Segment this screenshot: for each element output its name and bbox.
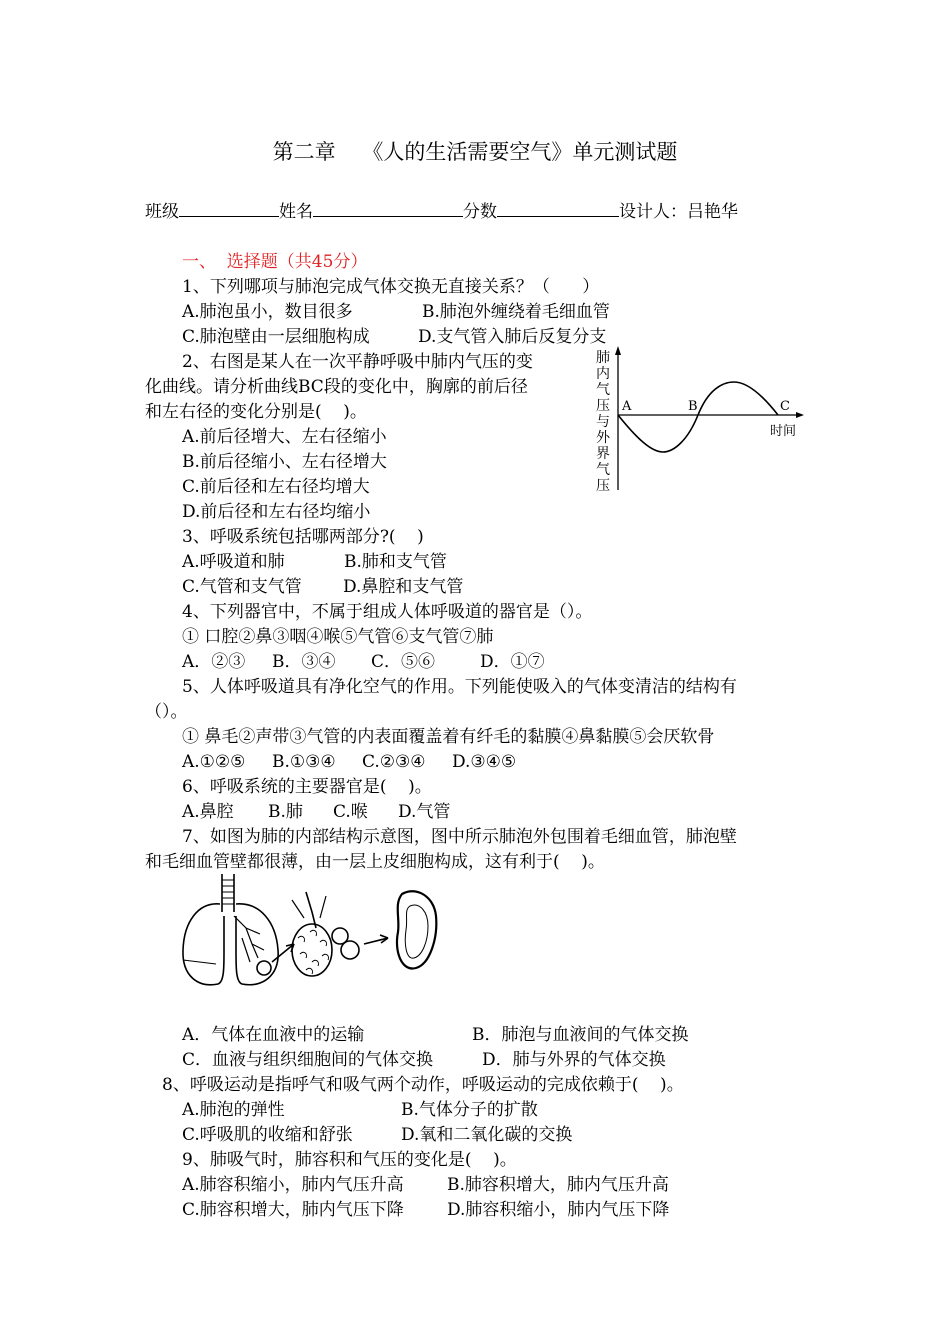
point-c-label: C — [780, 399, 790, 414]
q1-option-a: A.肺泡虽小，数目很多 — [182, 302, 353, 322]
q4-option-d: D．①⑦ — [480, 652, 545, 672]
q8-option-c: C.呼吸肌的收缩和舒张 — [182, 1125, 353, 1145]
y-label-char: 与 — [596, 414, 610, 430]
q7-stem-line1: 7、如图为肺的内部结构示意图，图中所示肺泡外包围着毛细血管，肺泡壁 — [182, 827, 737, 847]
zoom-arrow-1 — [272, 944, 294, 962]
q5-stem-line1: 5、人体呼吸道具有净化空气的作用。下列能使吸入的气体变清洁的结构有 — [182, 677, 737, 697]
bronchial-tree — [234, 916, 264, 962]
q1-option-b: B.肺泡外缠绕着毛细血管 — [422, 302, 610, 322]
q5-option-b: B.①③④ — [272, 752, 336, 772]
q7-option-b: B．肺泡与血液间的气体交换 — [472, 1025, 689, 1045]
student-info-row — [145, 200, 738, 224]
y-label-char: 外 — [596, 430, 610, 446]
q4-option-a: A．②③ — [182, 652, 246, 672]
left-lung-fissure — [183, 960, 216, 964]
pressure-curve — [618, 382, 778, 452]
y-label-char: 肺 — [596, 350, 610, 366]
page-title: 第二章 《人的生活需要空气》单元测试题 — [272, 140, 678, 164]
q3-option-b: B.肺和支气管 — [344, 552, 447, 572]
q4-items: ① 口腔②鼻③咽④喉⑤气管⑥支气管⑦肺 — [182, 627, 494, 647]
q3-option-c: C.气管和支气管 — [182, 577, 302, 597]
q6-option-c: C.喉 — [333, 802, 368, 822]
q2-stem-line1: 2、右图是某人在一次平静呼吸中肺内气压的变 — [182, 352, 533, 372]
y-axis-arrow — [615, 346, 621, 355]
section-heading: 一、 选择题（共45分） — [182, 252, 368, 272]
q4-option-c: C．⑤⑥ — [371, 652, 436, 672]
alveolus-marker — [257, 961, 271, 975]
score-label: 分数 — [463, 202, 497, 222]
q7-stem-line2: 和毛细血管壁都很薄，由一层上皮细胞构成，这有利于( )。 — [145, 852, 605, 872]
left-lung — [183, 904, 224, 985]
trachea-rings — [222, 880, 234, 904]
q2-option-a: A.前后径增大、左右径缩小 — [182, 427, 387, 447]
q5-option-a: A.①②⑤ — [182, 752, 246, 772]
y-label-char: 气 — [596, 382, 610, 398]
q2-option-c: C.前后径和左右径均增大 — [182, 477, 370, 497]
q8-option-a: A.肺泡的弹性 — [182, 1100, 285, 1120]
q5-stem-line2: （）。 — [145, 702, 188, 722]
bronchiole — [306, 892, 316, 928]
q6-stem: 6、呼吸系统的主要器官是( )。 — [182, 777, 432, 797]
q7-option-c: C．血液与组织细胞间的气体交换 — [182, 1050, 434, 1070]
q4-option-b: B．③④ — [272, 652, 336, 672]
q3-option-a: A.呼吸道和肺 — [182, 552, 285, 572]
q9-option-d: D.肺容积缩小，肺内气压下降 — [447, 1200, 670, 1220]
alveolus-cavity — [405, 905, 428, 958]
q2-stem-line3: 和左右径的变化分别是( )。 — [145, 402, 367, 422]
q3-stem: 3、呼吸系统包括哪两部分?( ) — [182, 527, 424, 547]
q7-option-a: A．气体在血液中的运输 — [182, 1025, 365, 1045]
q5-option-d: D.③④⑤ — [452, 752, 517, 772]
name-blank — [313, 202, 463, 217]
x-axis-arrow — [796, 412, 804, 418]
alveolar-sac — [292, 924, 332, 976]
y-label-char: 内 — [596, 366, 610, 382]
q9-option-b: B.肺容积增大，肺内气压升高 — [447, 1175, 669, 1195]
q3-option-d: D.鼻腔和支气管 — [343, 577, 464, 597]
y-label-char: 压 — [596, 398, 610, 414]
capillary-network — [298, 930, 329, 974]
q2-stem-line2: 化曲线。请分析曲线BC段的变化中，胸廓的前后径 — [145, 377, 528, 397]
q6-option-a: A.鼻腔 — [182, 802, 234, 822]
right-lung — [236, 904, 278, 985]
q7-option-d: D．肺与外界的气体交换 — [482, 1050, 666, 1070]
x-axis-label: 时间 — [770, 424, 797, 439]
q1-option-c: C.肺泡壁由一层细胞构成 — [182, 327, 370, 347]
q2-option-b: B.前后径缩小、左右径增大 — [182, 452, 387, 472]
q6-option-b: B.肺 — [268, 802, 303, 822]
y-label-char: 气 — [596, 462, 610, 478]
q5-option-c: C.②③④ — [362, 752, 426, 772]
class-label: 班级 — [145, 202, 179, 222]
q4-stem: 4、下列器官中，不属于组成人体呼吸道的器官是（）。 — [182, 602, 593, 622]
q8-option-d: D.氧和二氧化碳的交换 — [401, 1125, 573, 1145]
q9-option-c: C.肺容积增大，肺内气压下降 — [182, 1200, 404, 1220]
y-label-char: 压 — [596, 478, 610, 494]
q8-stem: 8、呼吸运动是指呼气和吸气两个动作，呼吸运动的完成依赖于( )。 — [162, 1075, 684, 1095]
q1-option-d: D.支气管入肺后反复分支 — [418, 327, 607, 347]
score-blank — [497, 202, 619, 217]
designer-text: 设计人：吕艳华 — [619, 202, 738, 222]
q9-stem: 9、肺吸气时，肺容积和气压的变化是( )。 — [182, 1150, 517, 1170]
alveolus-bubble — [341, 941, 359, 959]
y-label-char: 界 — [596, 446, 610, 462]
pressure-curve-figure — [592, 344, 807, 494]
lung-structure-figure — [180, 872, 455, 994]
point-a-label: A — [622, 399, 632, 414]
name-label: 姓名 — [279, 202, 313, 222]
q5-items: ① 鼻毛②声带③气管的内表面覆盖着有纤毛的黏膜④鼻黏膜⑤会厌软骨 — [182, 727, 715, 747]
q9-option-a: A.肺容积缩小，肺内气压升高 — [182, 1175, 404, 1195]
q2-option-d: D.前后径和左右径均缩小 — [182, 502, 371, 522]
q6-option-d: D.气管 — [398, 802, 451, 822]
class-blank — [179, 202, 279, 217]
point-b-label: B — [688, 399, 698, 414]
q1-stem: 1、下列哪项与肺泡完成气体交换无直接关系？（ ） — [182, 277, 600, 297]
curve-y-label — [596, 349, 611, 494]
q8-option-b: B.气体分子的扩散 — [401, 1100, 538, 1120]
